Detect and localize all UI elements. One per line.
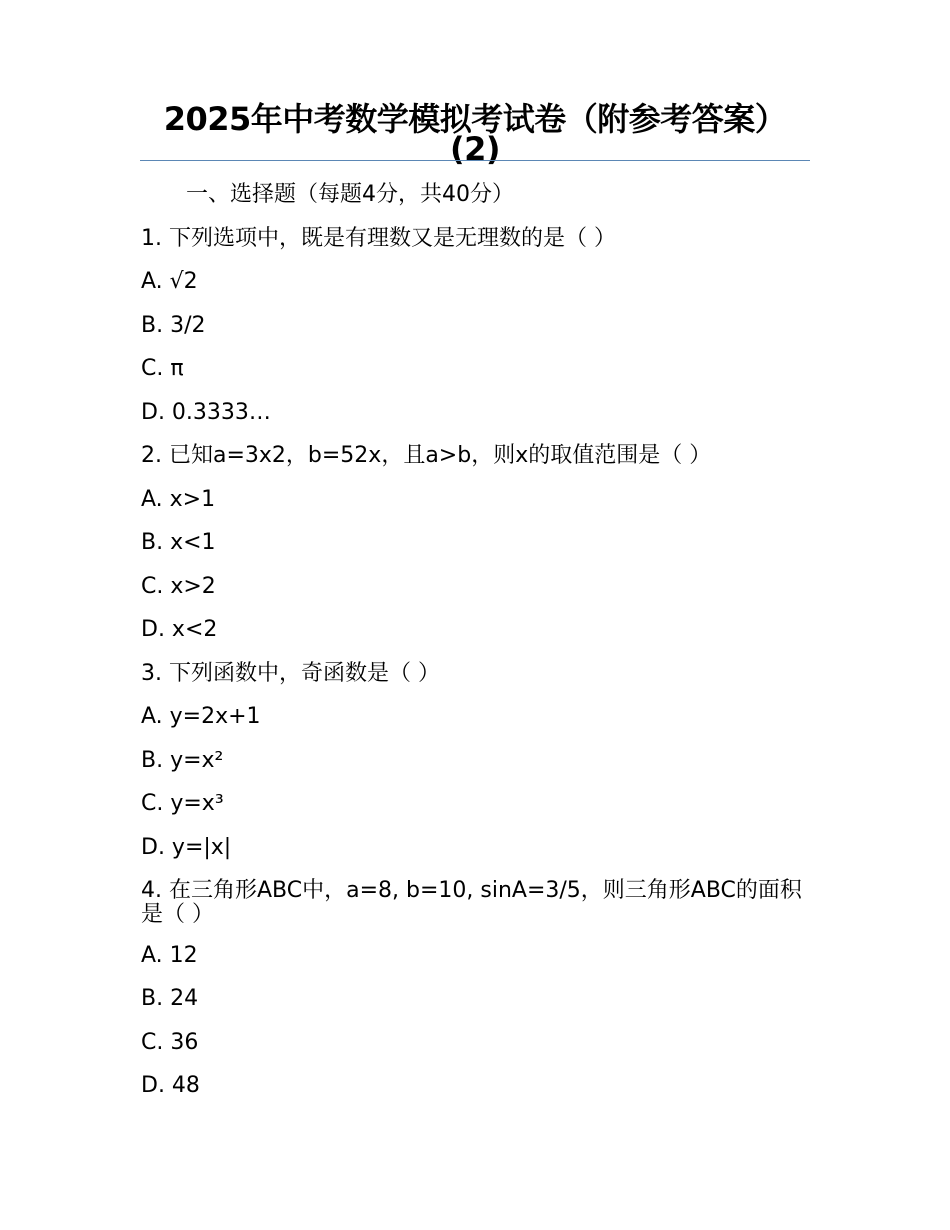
answer-option: A. 12 — [141, 943, 198, 968]
question-stem: 3. 下列函数中，奇函数是（ ） — [141, 661, 440, 686]
answer-option: C. y=x³ — [141, 791, 224, 816]
document-title: 2025年中考数学模拟考试卷（附参考答案）(2) — [163, 100, 787, 168]
answer-option: D. 48 — [141, 1073, 200, 1098]
answer-option: A. y=2x+1 — [141, 704, 261, 729]
title-underline — [140, 160, 810, 161]
answer-option: B. x<1 — [141, 530, 216, 555]
question-stem: 1. 下列选项中，既是有理数又是无理数的是（ ） — [141, 226, 616, 251]
question-stem: 2. 已知a=3x2，b=52x，且a>b，则x的取值范围是（ ） — [141, 443, 712, 468]
answer-option: D. y=|x| — [141, 835, 232, 860]
answer-option: C. x>2 — [141, 574, 216, 599]
answer-option: B. 24 — [141, 986, 199, 1011]
answer-option: C. 36 — [141, 1030, 199, 1055]
answer-option: D. x<2 — [141, 617, 218, 642]
question-stem: 4. 在三角形ABC中，a=8, b=10, sinA=3/5，则三角形ABC的面积是（ ） — [141, 878, 802, 927]
answer-option: A. √2 — [141, 269, 198, 294]
answer-option: B. y=x² — [141, 748, 224, 773]
answer-option: A. x>1 — [141, 487, 216, 512]
answer-option: B. 3/2 — [141, 313, 206, 338]
section-heading: 一、选择题（每题4分，共40分） — [186, 182, 514, 207]
answer-option: D. 0.3333… — [141, 400, 271, 425]
answer-option: C. π — [141, 356, 184, 381]
